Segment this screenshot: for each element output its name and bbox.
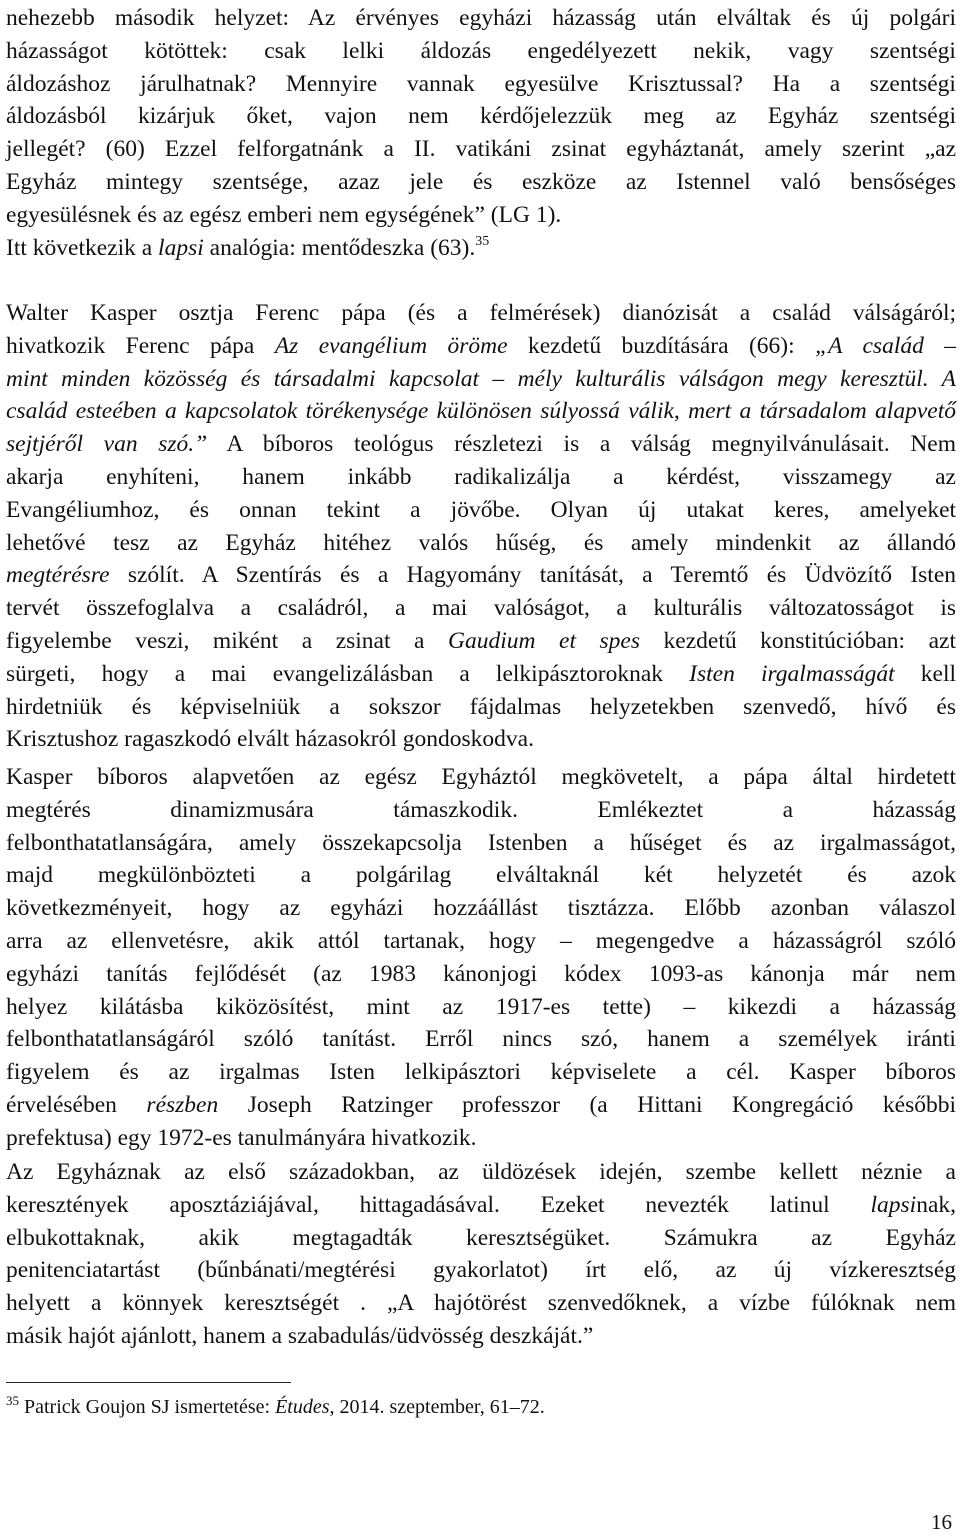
text-line: Az Egyháznak az első századokban, az üldözések idején, szembe kellett néznie a: [6, 1159, 956, 1185]
text-line: arra az ellenvetésre, akik attól tartanak, hogy – megengedve a házasságról szóló: [6, 927, 957, 954]
text-line: áldozáshoz járulhatnak? Mennyire vannak egyesülve Krisztussal? Ha a szentségi: [6, 70, 956, 97]
text-segment: kell: [894, 660, 957, 687]
footnote-reference: 35: [475, 233, 490, 249]
italic-quote: mint minden közösség és társadalmi kapcsolat – mély kulturális válságon megy keresztül. A: [6, 365, 956, 392]
text-line: Egyház mintegy szentsége, azaz jele és eszköze az Istennel való bensőséges: [6, 168, 956, 195]
italic-title: Az evangélium öröme: [274, 332, 508, 359]
italic-quote: „A család –: [815, 332, 957, 359]
text-line: felbonthatatlanságára, amely összekapcsolja Istenben a hűséget és az irgalmasságot,: [6, 829, 957, 856]
text-segment: keresztények aposztáziájával, hittagadásával. Ezeket nevezték latinul: [6, 1191, 871, 1218]
text-line: jellegét? (60) Ezzel felforgatnánk a II. vatikáni zsinat egyháztanát, amely szerint „az: [6, 136, 957, 163]
italic-term: lapsi: [870, 1191, 917, 1218]
text-line: házasságot kötöttek: csak lelki áldozás engedélyezett nekik, vagy szentségi: [6, 37, 956, 64]
paragraph-3: [6, 761, 956, 1155]
italic-quote: család esteében a kapcsolatok törékenysége különösen súlyossá válik, mert a társadalom alapvető: [6, 398, 956, 425]
text-segment: figyelembe veszi, miként a zsinat a: [6, 627, 449, 654]
text-segment: kezdetű buzdítására (66):: [507, 332, 816, 359]
text-segment: nak,: [916, 1191, 956, 1218]
text-line: [6, 232, 956, 265]
paragraph-1: [6, 2, 956, 264]
italic-term: részben: [146, 1091, 219, 1118]
text-segment: analógia: mentődeszka (63).: [203, 234, 476, 261]
text-line: Evangéliumhoz, és onnan tekint a jövőbe. Olyan új utakat keres, amelyeket: [6, 496, 957, 523]
text-segment: érvelésében: [6, 1091, 147, 1118]
italic-term: lapsi: [158, 234, 204, 261]
paragraph-2: [6, 297, 956, 756]
italic-term: Isten irgalmasságát: [689, 660, 895, 687]
text-line: [6, 363, 956, 396]
text-line: [6, 625, 956, 658]
text-line: lehetővé tesz az Egyház hitéhez valós hűség, és amely mindenkit az állandó: [6, 529, 957, 556]
text-line: elbukottaknak, akik megtagadták keresztségüket. Számukra az Egyház: [6, 1224, 956, 1251]
footnote-text: Patrick Goujon SJ ismertetése:: [19, 1396, 276, 1418]
footnote-text: , 2014. szeptember, 61–72.: [329, 1396, 545, 1418]
text-segment: Joseph Ratzinger professzor (a Hittani Kongregáció későbbi: [218, 1091, 957, 1118]
text-line: másik hajót ajánlott, hanem a szabadulás/üdvösség deszkáját.”: [6, 1322, 594, 1349]
footnote-separator: [6, 1382, 291, 1383]
italic-term: megtérésre: [6, 562, 110, 589]
text-segment: kezdetű konstitúcióban: azt: [640, 627, 956, 654]
text-line: egyházi tanítás fejlődését (az 1983 kánonjogi kódex 1093-as kánonja már nem: [6, 960, 957, 987]
text-segment: Itt következik a: [6, 234, 159, 261]
footnote: [6, 1392, 906, 1422]
italic-quote: sejtjéről van szó.”: [6, 431, 208, 458]
text-segment: sürgeti, hogy a mai evangelizálásban a lelkipásztoroknak: [6, 660, 690, 687]
text-line: Krisztushoz ragaszkodó elvált házasokról gondoskodva.: [6, 726, 534, 753]
text-line: [6, 1189, 956, 1222]
text-line: Kasper bíboros alapvetően az egész Egyháztól megkövetelt, a pápa által hirdetett: [6, 764, 956, 790]
text-line: helyett a könnyek keresztségét . „A hajótörést szenvedőknek, a vízbe fúlóknak nem: [6, 1290, 957, 1317]
page-number: 16: [931, 1510, 952, 1534]
text-segment: A bíboros teológus részletezi is a válság megnyilvánulásait. Nem: [207, 431, 957, 458]
text-line: [6, 330, 956, 363]
text-line: következményeit, hogy az egyházi hozzáállást tisztázza. Előbb azonban válaszol: [6, 895, 957, 922]
text-line: helyez kilátásba kiközösítést, mint az 1917-es tette) – kikezdi a házasság: [6, 993, 957, 1020]
text-line: hirdetniük és képviselniük a sokszor fájdalmas helyzetekben szenvedő, hívő és: [6, 693, 956, 720]
text-line: akarja enyhíteni, hanem inkább radikalizálja a kérdést, visszamegy az: [6, 463, 956, 490]
paragraph-4: [6, 1156, 956, 1353]
text-segment: hivatkozik Ferenc pápa: [6, 332, 275, 359]
italic-title: Gaudium et spes: [448, 627, 641, 654]
text-line: megtérés dinamizmusára támaszkodik. Emlékeztet a házasság: [6, 796, 956, 823]
text-line: [6, 658, 956, 691]
text-line: [6, 559, 956, 592]
text-line: tervét összefoglalva a családról, a mai valóságot, a kulturális változatosságot is: [6, 595, 957, 622]
footnote-number: 35: [6, 1393, 19, 1408]
text-line: felbonthatatlanságáról szóló tanítást. Erről nincs szó, hanem a személyek iránti: [6, 1026, 956, 1053]
text-line: Walter Kasper osztja Ferenc pápa (és a felmérések) dianózisát a család válságáról;: [6, 300, 957, 326]
text-line: figyelem és az irgalmas Isten lelkipásztori képviselete a cél. Kasper bíboros: [6, 1059, 956, 1086]
text-segment: szólít. A Szentírás és a Hagyomány tanítását, a Teremtő és Üdvözítő Isten: [109, 562, 956, 589]
text-line: áldozásból kizárjuk őket, vajon nem kérdőjelezzük meg az Egyház szentségi: [6, 103, 957, 130]
text-line: majd megkülönbözteti a polgárilag elváltaknál két helyzetét és azok: [6, 862, 957, 889]
footnote-italic-title: Études: [275, 1396, 330, 1418]
text-line: [6, 428, 956, 461]
text-line: penitenciatartást (bűnbánati/megtérési gyakorlatot) írt elő, az új vízkeresztség: [6, 1257, 957, 1284]
text-line: [6, 395, 956, 428]
text-line: egyesülésnek és az egész emberi nem egységének” (LG 1).: [6, 201, 562, 228]
text-line: [6, 1089, 956, 1122]
text-line: prefektusa) egy 1972-es tanulmányára hivatkozik.: [6, 1124, 477, 1151]
text-line: nehezebb második helyzet: Az érvényes egyházi házasság után elváltak és új polgári: [6, 5, 957, 31]
